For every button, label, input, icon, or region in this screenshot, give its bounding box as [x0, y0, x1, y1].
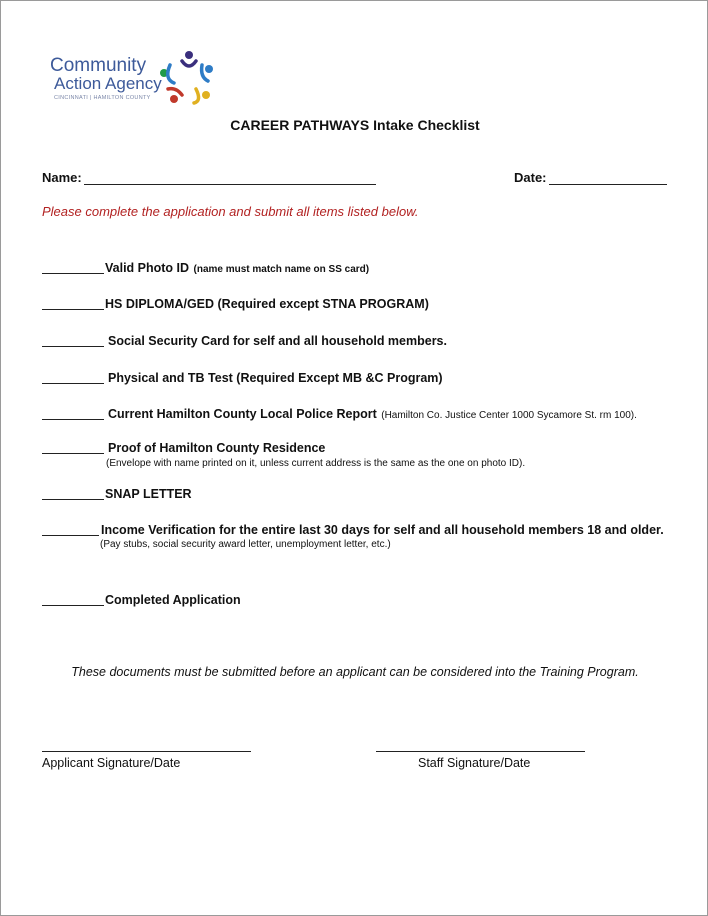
- item-7-check-blank[interactable]: [42, 499, 104, 500]
- checklist-item: [101, 521, 664, 539]
- item-1-label: Valid Photo ID: [105, 261, 190, 275]
- item-8-check-blank[interactable]: [42, 535, 99, 536]
- date-label: Date:: [514, 170, 547, 185]
- people-circle-logo-icon: [156, 49, 218, 107]
- item-2-label: HS DIPLOMA/GED (Required except STNA PROGRAM): [105, 297, 429, 311]
- item-3-label: Social Security Card for self and all household members.: [108, 334, 447, 348]
- name-field[interactable]: [84, 184, 376, 185]
- item-6-check-blank[interactable]: [42, 453, 104, 454]
- item-1-note: (name must match name on SS card): [193, 264, 370, 275]
- item-8-sub: (Pay stubs, social security award letter, unemployment letter, etc.): [100, 539, 391, 550]
- item-3-check-blank[interactable]: [42, 346, 104, 347]
- item-4-check-blank[interactable]: [42, 383, 104, 384]
- item-8-label: Income Verification for the entire last 30 days for self and all household members 18 and older.: [101, 523, 664, 537]
- item-2-check-blank[interactable]: [42, 309, 104, 310]
- logo-line-2: Action Agency: [54, 74, 162, 93]
- item-9-check-blank[interactable]: [42, 605, 104, 606]
- item-9-label: Completed Application: [105, 593, 241, 607]
- checklist-item: [105, 485, 192, 503]
- instruction-text: Please complete the application and submit all items listed below.: [42, 204, 419, 219]
- checklist-item: [108, 332, 447, 350]
- checklist-item: [108, 405, 637, 423]
- checklist-item: [105, 295, 429, 313]
- staff-signature-field[interactable]: [376, 751, 585, 752]
- checklist-item: [108, 439, 325, 457]
- item-5-label: Current Hamilton County Local Police Report: [108, 407, 377, 421]
- name-label: Name:: [42, 170, 82, 185]
- checklist-item: [105, 591, 241, 609]
- checklist-item: [105, 259, 369, 277]
- applicant-signature-field[interactable]: [42, 751, 251, 752]
- item-1-check-blank[interactable]: [42, 273, 104, 274]
- item-5-note: (Hamilton Co. Justice Center 1000 Sycamore St. rm 100).: [381, 410, 637, 421]
- checklist-item: [108, 369, 443, 387]
- item-5-check-blank[interactable]: [42, 419, 104, 420]
- applicant-signature-label: Applicant Signature/Date: [42, 756, 181, 770]
- item-6-label: Proof of Hamilton County Residence: [108, 441, 326, 455]
- logo-line-3: CINCINNATI | HAMILTON COUNTY: [54, 95, 151, 101]
- footer-note: These documents must be submitted before an applicant can be considered into the Training Program.: [71, 665, 639, 679]
- agency-logo: [50, 56, 162, 101]
- logo-line-1: Community: [50, 55, 147, 76]
- item-7-label: SNAP LETTER: [105, 487, 192, 501]
- item-6-sub: (Envelope with name printed on it, unless current address is the same as the one on photo ID).: [106, 458, 526, 469]
- staff-signature-label: Staff Signature/Date: [418, 756, 531, 770]
- date-field[interactable]: [549, 184, 667, 185]
- item-4-label: Physical and TB Test (Required Except MB &C Program): [108, 371, 443, 385]
- page-title: CAREER PATHWAYS Intake Checklist: [230, 117, 480, 133]
